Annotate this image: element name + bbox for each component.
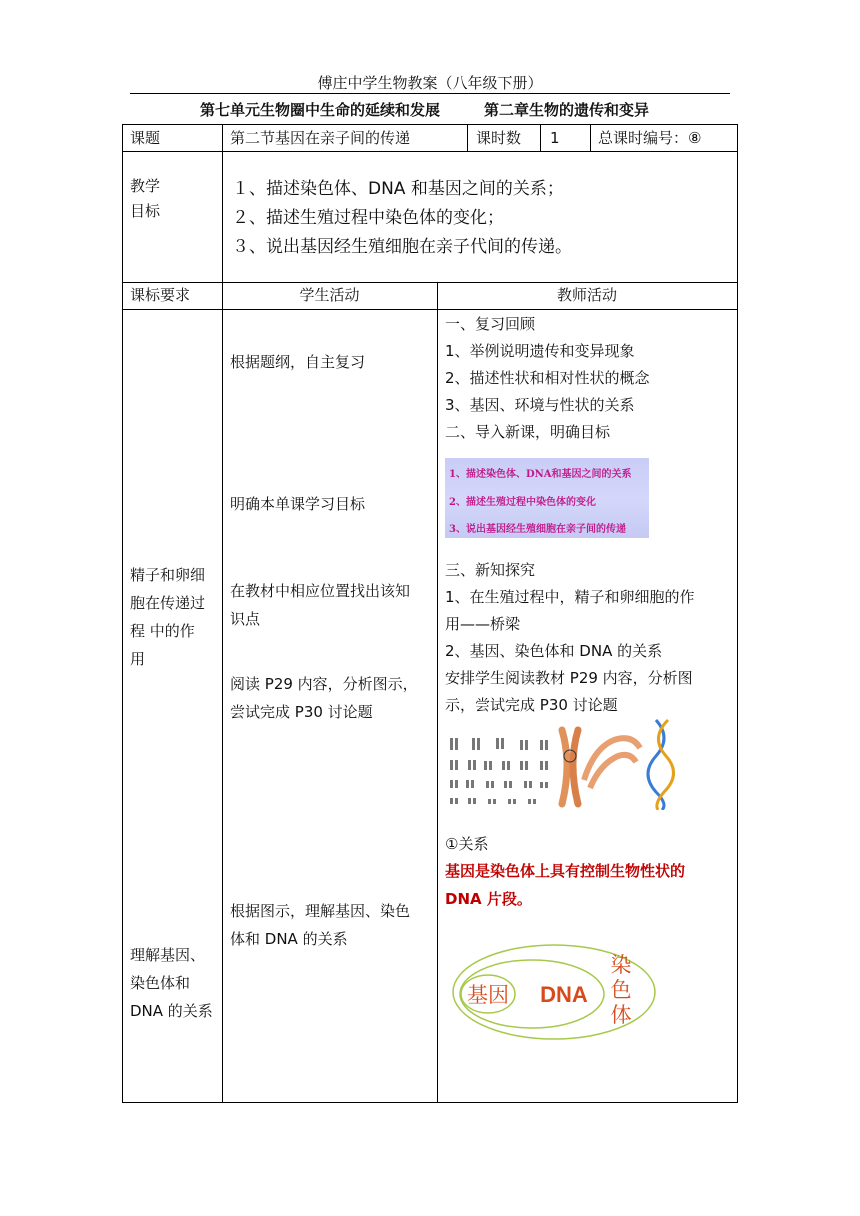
student-activity-3: 在教材中相应位置找出该知 识点 [230,582,411,628]
requirement-1: 精子和卵细 胞在传递过 程 中的作 用 [130,566,206,668]
requirement-2: 理解基因、 染色体和 DNA 的关系 [130,946,213,1020]
objectives-slide-image: 1、描述染色体、DNA和基因之间的关系 2、描述生殖过程中染色体的变化 3、说出基因经生殖细胞在亲子间的传递 [445,458,649,538]
gene-dna-chromosome-diagram [450,940,660,1046]
diagram-chromosome-label-3: 体 [610,1003,632,1027]
relation-label: ①关系 [445,835,489,853]
student-activity-1: 根据题纲，自主复习 [230,353,366,371]
objectives-list [232,175,572,262]
topic-label: 课题 [130,129,161,147]
col-header-student: 学生活动 [299,286,360,304]
gene-definition: 基因是染色体上具有控制生物性状的 DNA 片段。 [445,862,686,908]
diagram-chromosome-label-1: 染 [610,953,632,977]
unit-title: 第七单元生物圈中生命的延续和发展 [200,101,441,119]
teacher-explore: 三、新知探究 1、在生殖过程中，精子和卵细胞的作 用——桥梁 2、基因、染色体和 DNA 的关系 安排学生阅读教材 P29 内容，分析图 示，尝试完成 P30 讨论题 [445,561,695,714]
student-activity-5: 根据图示，理解基因、染色 体和 DNA 的关系 [230,902,411,948]
hours-label: 课时数 [476,129,522,147]
topic-value: 第二节基因在亲子间的传递 [230,129,411,147]
objectives-label: 教学 目标 [130,177,161,220]
hours-value: 1 [550,129,560,147]
chapter-title: 第二章生物的遗传和变异 [484,101,650,119]
document-header: 傅庄中学生物教案（八年级下册） [317,74,543,92]
diagram-chromosome-label-2: 色 [610,978,632,1002]
header-rule [130,93,730,94]
diagram-gene-label: 基因 [467,983,509,1007]
student-activity-4: 阅读 P29 内容，分析图示， 尝试完成 P30 讨论题 [230,675,418,721]
objective-item: １、描述染色体、DNA 和基因之间的关系； [232,179,564,199]
chromosome-dna-illustration [444,718,676,810]
diagram-dna-label: DNA [540,982,588,1007]
student-activity-2: 明确本单课学习目标 [230,495,366,513]
col-header-teacher: 教师活动 [556,286,617,304]
total-hours-label: 总课时编号：⑧ [598,129,702,147]
col-header-requirements: 课标要求 [130,286,191,304]
objective-item: ２、描述生殖过程中染色体的变化； [232,208,504,228]
objective-item: ３、说出基因经生殖细胞在亲子代间的传递。 [232,237,572,257]
teacher-review: 一、复习回顾 1、举例说明遗传和变异现象 2、描述性状和相对性状的概念 3、基因、环境与性状的关系 二、导入新课，明确目标 [445,315,650,441]
